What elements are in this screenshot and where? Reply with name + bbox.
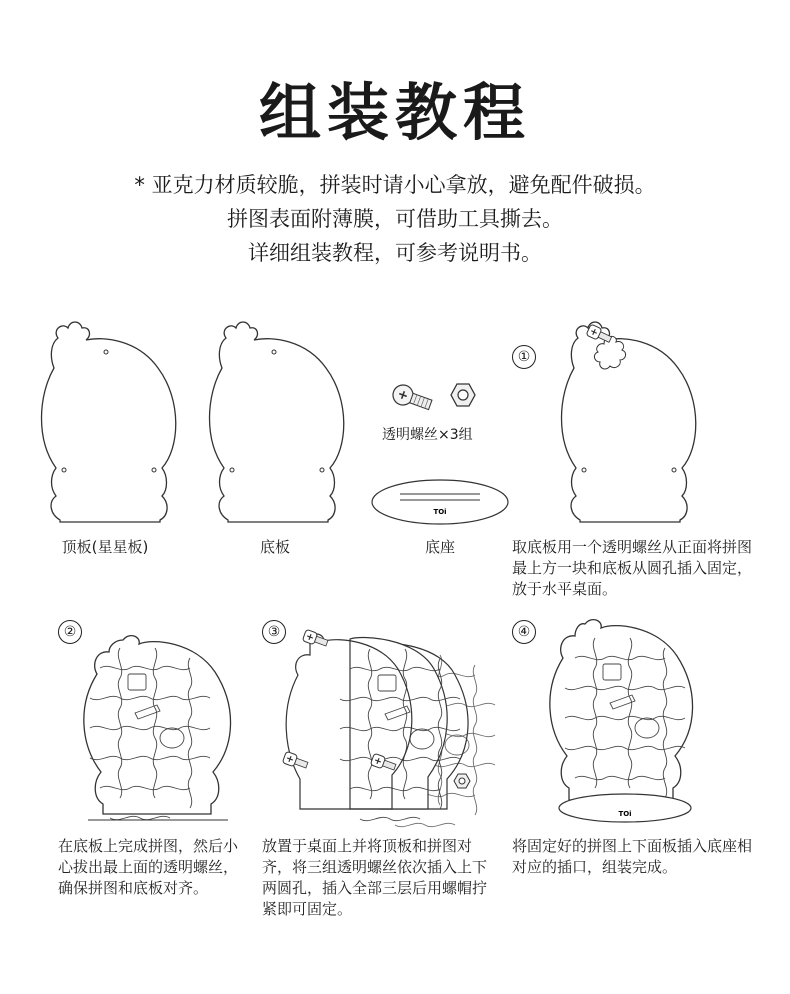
nut-icon	[451, 384, 475, 406]
step-1-drawing	[520, 0, 740, 540]
step-3-text: 放置于桌面上并将顶板和拼图对齐，将三组透明螺丝依次插入上下两圆孔，插入全部三层后用螺帽拧紧即可固定。	[262, 837, 488, 918]
step-4-drawing	[555, 610, 715, 825]
step-1-figure	[520, 0, 740, 540]
step-4-number: ④	[512, 620, 536, 644]
screw-set-label: 透明螺丝×3组	[382, 427, 473, 443]
step-2-figure	[68, 630, 248, 830]
step-2-text: 在底板上完成拼图，然后小心拔出最上面的透明螺丝，确保拼图和底板对齐。	[58, 837, 239, 897]
base-logo: TOi	[618, 810, 632, 818]
step-1-number: ①	[512, 345, 536, 369]
note-line: 详细组装教程，可参考说明书。	[248, 241, 542, 265]
screw-icon	[282, 751, 309, 770]
screw-and-nut-drawing	[385, 375, 495, 420]
step-2-number: ②	[58, 620, 82, 644]
step-4-figure	[555, 610, 715, 825]
base-logo: TOi	[433, 508, 447, 516]
screw-set-figure	[385, 375, 495, 420]
page-title: 组装教程	[258, 76, 531, 149]
bottom-board-drawing	[168, 0, 388, 540]
step-1-text: 取底板用一个透明螺丝从正面将拼图最上方一块和底板从圆孔插入固定，放于水平桌面。	[512, 538, 753, 598]
nut-icon	[454, 774, 470, 788]
note-line: 拼图表面附薄膜，可借助工具撕去。	[227, 207, 563, 231]
base-drawing	[370, 478, 510, 528]
base-figure	[370, 478, 510, 528]
screw-icon	[302, 629, 329, 648]
step-2-drawing	[68, 630, 248, 830]
note-line: * 亚克力材质较脆，拼装时请小心拿放，避免配件破损。	[134, 173, 656, 197]
step-3-drawing	[270, 625, 480, 830]
step-3-figure	[270, 625, 480, 830]
step-4-text: 将固定好的拼图上下面板插入底座相对应的插口，组装完成。	[512, 837, 753, 876]
top-board-label: 顶板(星星板)	[61, 538, 149, 556]
base-label: 底座	[424, 538, 455, 556]
step-3-number: ③	[262, 620, 286, 644]
screw-icon	[390, 382, 433, 414]
bottom-board-label: 底板	[259, 538, 290, 556]
bottom-board-figure	[168, 0, 388, 540]
